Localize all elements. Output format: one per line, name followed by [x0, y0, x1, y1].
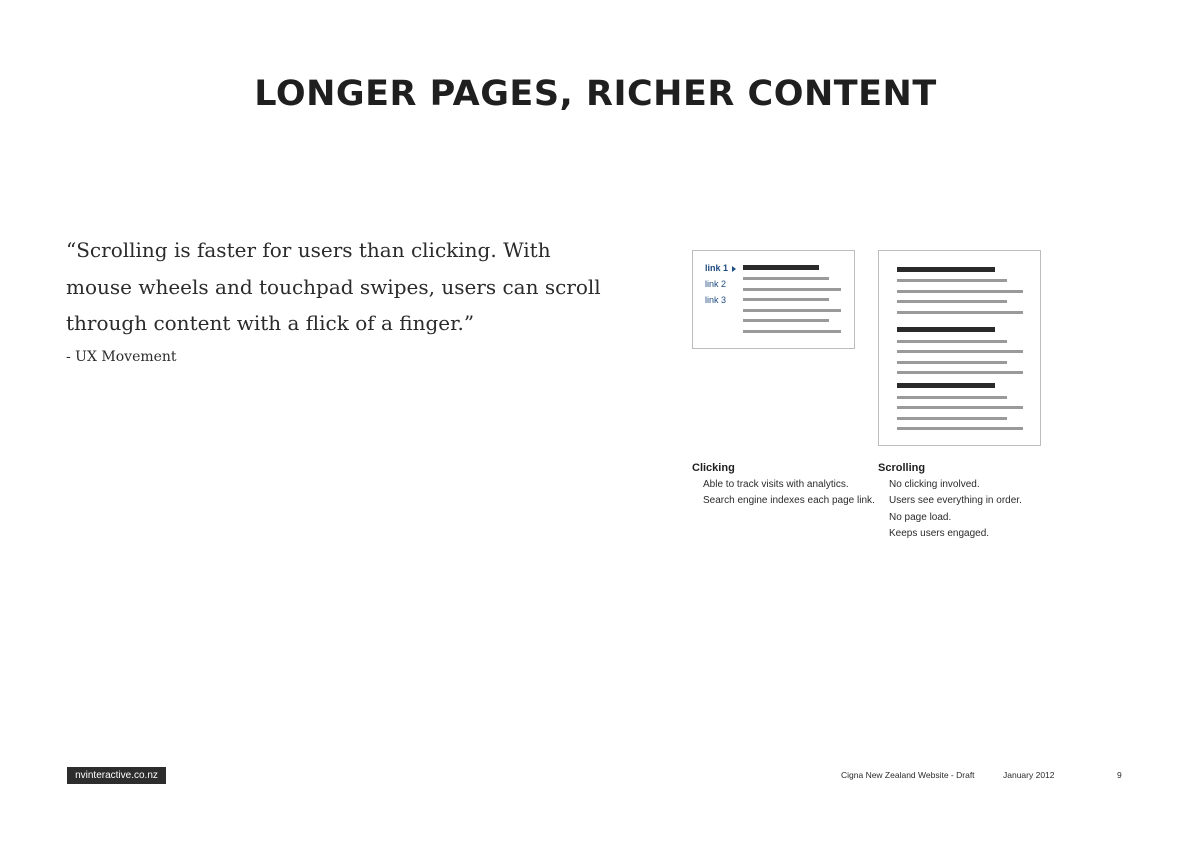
footer-document-name: Cigna New Zealand Website - Draft	[841, 770, 975, 780]
list-item: Keeps users engaged.	[889, 528, 990, 540]
mock-link-1	[705, 263, 736, 273]
clicking-heading: Clicking	[692, 462, 735, 474]
mock-text-bar	[897, 417, 1007, 420]
mock-text-bar	[897, 340, 1007, 343]
quote-source: - UX Movement	[66, 349, 177, 365]
mock-link-2: link 2	[705, 279, 727, 289]
mock-text-bar	[897, 279, 1007, 282]
page-title: LONGER PAGES, RICHER CONTENT	[254, 74, 937, 114]
mock-text-bar	[897, 350, 1023, 353]
mock-text-bar	[897, 290, 1023, 293]
scrolling-page-mockup	[878, 250, 1041, 446]
mock-text-bar	[897, 427, 1023, 430]
mock-text-bar	[743, 298, 829, 301]
mock-heading-bar	[897, 383, 995, 388]
mock-text-bar	[897, 361, 1007, 364]
mock-text-bar	[897, 300, 1007, 303]
mock-link-3: link 3	[705, 295, 727, 305]
mock-link-1-label: link 1	[705, 263, 729, 273]
mock-text-bar	[743, 288, 841, 291]
mock-heading-bar	[897, 327, 995, 332]
mock-text-bar	[897, 406, 1023, 409]
list-item: Users see everything in order.	[889, 495, 1022, 507]
mock-text-bar	[897, 396, 1007, 399]
mock-text-bar	[743, 330, 841, 333]
footer-date: January 2012	[1003, 770, 1055, 780]
mock-heading-bar	[743, 265, 819, 270]
mock-text-bar	[743, 319, 829, 322]
footer-site-badge: nvinteractive.co.nz	[67, 767, 166, 784]
mock-text-bar	[897, 311, 1023, 314]
scrolling-heading: Scrolling	[878, 462, 926, 474]
mock-text-bar	[743, 277, 829, 280]
clicking-page-mockup	[692, 250, 855, 349]
mock-text-bar	[743, 309, 841, 312]
scrolling-points	[889, 477, 1022, 543]
list-item: No clicking involved.	[889, 479, 980, 490]
mock-heading-bar	[897, 267, 995, 272]
list-item: No page load.	[889, 511, 952, 523]
footer-page-number: 9	[1117, 770, 1122, 780]
mock-text-bar	[897, 371, 1023, 374]
clicking-points	[703, 477, 875, 510]
quote-text: “Scrolling is faster for users than clicking. With mouse wheels and touchpad swipes, users can scroll through content with a flick of a finger.”	[66, 238, 601, 335]
list-item: Able to track visits with analytics.	[703, 479, 849, 490]
list-item: Search engine indexes each page link.	[703, 495, 875, 507]
arrow-right-icon	[732, 266, 736, 272]
